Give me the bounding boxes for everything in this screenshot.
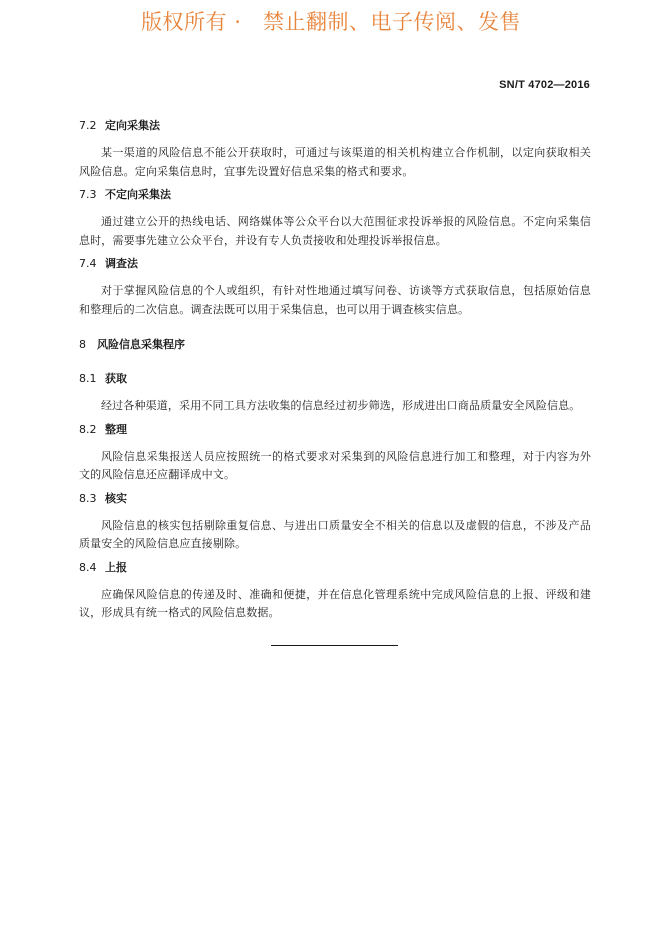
section-number: 8.2 — [79, 422, 97, 436]
section-paragraph-8-4: 应确保风险信息的传递及时、准确和便捷，并在信息化管理系统中完成风险信息的上报、评级和建议，形成具有统一格式的风险信息数据。 — [79, 587, 591, 619]
section-title: 获取 — [105, 372, 127, 385]
chapter-title: 风险信息采集程序 — [97, 338, 185, 351]
chapter-heading-8 — [79, 337, 591, 353]
section-heading-7-2 — [79, 118, 591, 134]
section-heading-8-1 — [79, 371, 591, 387]
section-heading-7-4 — [79, 256, 591, 272]
copyright-watermark: 版权所有 · 禁止翻制、电子传阅、发售 — [141, 10, 521, 34]
section-title: 核实 — [105, 491, 127, 505]
section-title: 上报 — [105, 560, 127, 574]
section-title: 不定向采集法 — [105, 188, 171, 201]
section-paragraph-8-3: 风险信息的核实包括剔除重复信息、与进出口质量安全不相关的信息以及虚假的信息，不涉及产品质量安全的风险信息应直接剔除。 — [79, 518, 591, 550]
end-of-document-rule — [271, 645, 398, 646]
document-body — [79, 118, 591, 623]
section-paragraph-7-2: 某一渠道的风险信息不能公开获取时，可通过与该渠道的相关机构建立合作机制，以定向获取相关风险信息。定向采集信息时，宜事先设置好信息采集的格式和要求。 — [79, 146, 591, 178]
section-number: 7.3 — [79, 188, 97, 201]
section-heading-7-3 — [79, 187, 591, 203]
section-paragraph-7-4: 对于掌握风险信息的个人或组织，有针对性地通过填写问卷、访谈等方式获取信息，包括原始信息和整理后的二次信息。调查法既可以用于采集信息，也可以用于调查核实信息。 — [79, 284, 591, 316]
section-number: 7.2 — [79, 119, 97, 132]
section-paragraph-8-2: 风险信息采集报送人员应按照统一的格式要求对采集到的风险信息进行加工和整理，对于内容为外文的风险信息还应翻译成中文。 — [79, 449, 591, 481]
section-number: 8.1 — [79, 372, 97, 385]
section-title: 调查法 — [105, 257, 138, 270]
section-number: 8.4 — [79, 560, 97, 574]
section-paragraph-8-1: 经过各种渠道，采用不同工具方法收集的信息经过初步筛选，形成进出口商品质量安全风险信息。 — [101, 399, 581, 412]
chapter-number: 8 — [79, 338, 86, 351]
standard-code: SN/T 4702—2016 — [499, 79, 590, 91]
section-paragraph-7-3: 通过建立公开的热线电话、网络媒体等公众平台以大范围征求投诉举报的风险信息。不定向采集信息时，需要事先建立公众平台，并设有专人负责接收和处理投诉举报信息。 — [79, 215, 591, 247]
section-number: 7.4 — [79, 257, 97, 270]
section-title: 定向采集法 — [105, 119, 160, 132]
section-number: 8.3 — [79, 491, 97, 505]
section-title: 整理 — [105, 422, 127, 436]
section-heading-8-4 — [79, 560, 591, 576]
section-heading-8-3 — [79, 491, 591, 507]
section-heading-8-2 — [79, 422, 591, 438]
